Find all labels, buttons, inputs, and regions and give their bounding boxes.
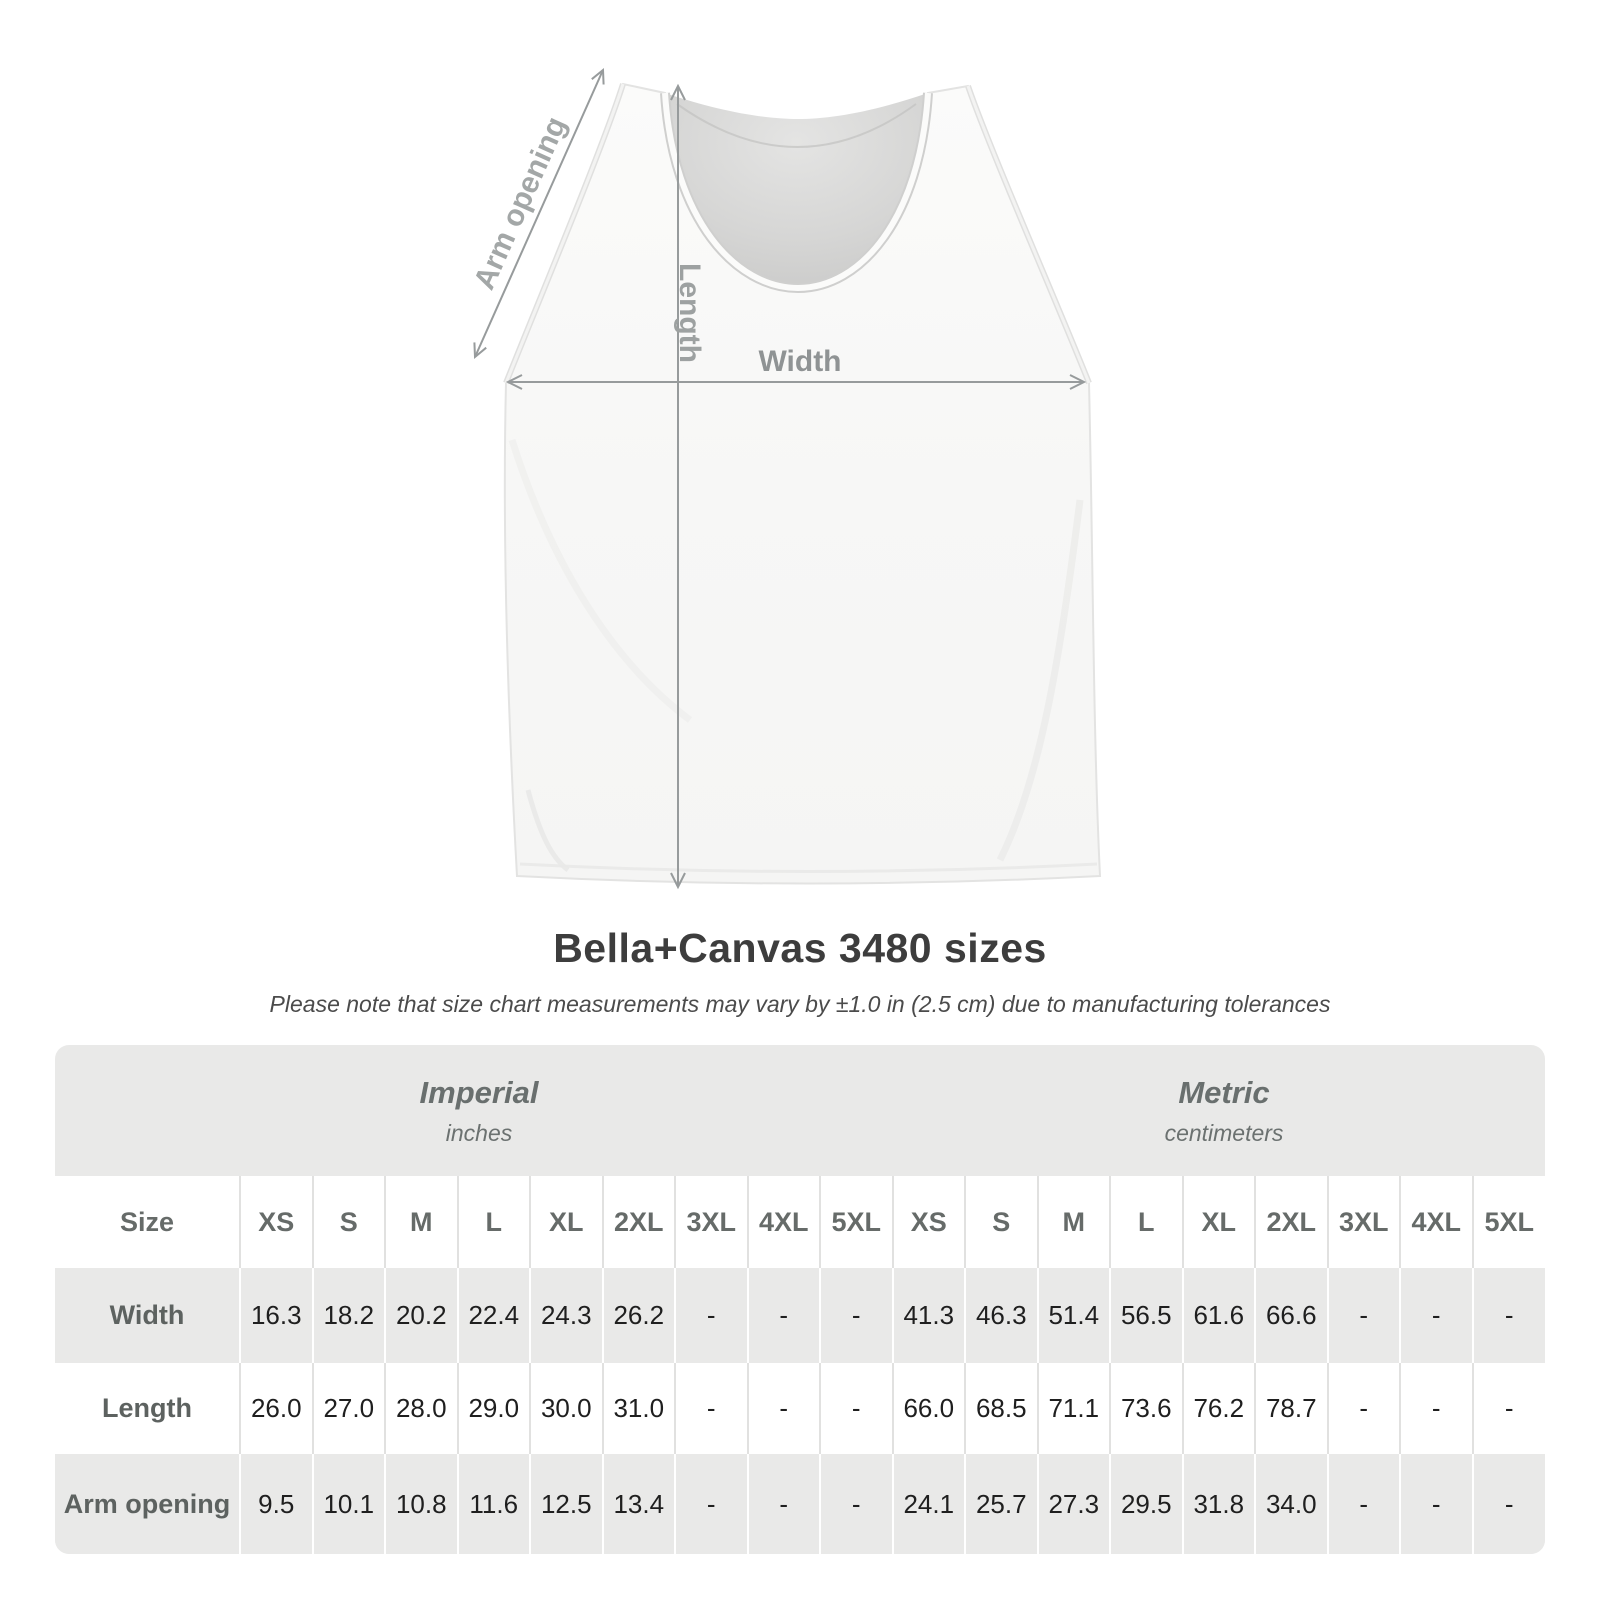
size-col-header-imperial-5xl: 5XL xyxy=(820,1176,893,1268)
size-value-cell: - xyxy=(675,1454,748,1554)
size-value-cell: 56.5 xyxy=(1110,1268,1183,1363)
size-col-header-imperial-3xl: 3XL xyxy=(675,1176,748,1268)
tanktop-diagram xyxy=(440,20,1140,910)
size-value-cell: 29.5 xyxy=(1110,1454,1183,1554)
size-value-cell: - xyxy=(1328,1363,1401,1454)
size-value-cell: 22.4 xyxy=(458,1268,531,1363)
size-value-cell: - xyxy=(1400,1268,1473,1363)
size-col-header-metric-xs: XS xyxy=(893,1176,966,1268)
size-value-cell: 41.3 xyxy=(893,1268,966,1363)
size-value-cell: 27.3 xyxy=(1038,1454,1111,1554)
size-value-cell: 13.4 xyxy=(603,1454,676,1554)
size-value-cell: 12.5 xyxy=(530,1454,603,1554)
size-value-cell: 24.3 xyxy=(530,1268,603,1363)
metric-section-header xyxy=(903,1045,1545,1176)
page-title: Bella+Canvas 3480 sizes xyxy=(553,925,1047,971)
size-value-cell: 10.1 xyxy=(313,1454,386,1554)
arm-opening-label: Arm opening xyxy=(467,111,574,295)
measurement-row xyxy=(55,1363,1545,1454)
size-col-header-imperial-l: L xyxy=(458,1176,531,1268)
size-value-cell: - xyxy=(748,1363,821,1454)
size-value-cell: 66.0 xyxy=(893,1363,966,1454)
size-value-cell: 27.0 xyxy=(313,1363,386,1454)
size-chart xyxy=(55,1045,1545,1554)
size-value-cell: 61.6 xyxy=(1183,1268,1256,1363)
size-column-title: Size xyxy=(119,1206,175,1237)
size-value-cell: 10.8 xyxy=(385,1454,458,1554)
size-value-cell: - xyxy=(820,1454,893,1554)
size-col-header-imperial-s: S xyxy=(313,1176,386,1268)
row-label: Arm opening xyxy=(63,1488,231,1519)
size-value-cell: 76.2 xyxy=(1183,1363,1256,1454)
size-value-cell: - xyxy=(1328,1268,1401,1363)
size-value-cell: 31.0 xyxy=(603,1363,676,1454)
size-value-cell: 18.2 xyxy=(313,1268,386,1363)
tolerance-note: Please note that size chart measurements may vary by ±1.0 in (2.5 cm) due to manufacturing tolerances xyxy=(269,991,1331,1017)
size-value-cell: - xyxy=(820,1268,893,1363)
size-value-cell: 29.0 xyxy=(458,1363,531,1454)
size-value-cell: 71.1 xyxy=(1038,1363,1111,1454)
size-col-header-metric-3xl: 3XL xyxy=(1328,1176,1401,1268)
imperial-unit: inches xyxy=(445,1119,513,1146)
size-value-cell: 26.0 xyxy=(240,1363,313,1454)
imperial-section-header xyxy=(55,1045,903,1176)
size-value-cell: 26.2 xyxy=(603,1268,676,1363)
metric-label: Metric xyxy=(1178,1074,1270,1110)
size-value-cell: 24.1 xyxy=(893,1454,966,1554)
size-value-cell: 9.5 xyxy=(240,1454,313,1554)
size-table xyxy=(55,1176,1545,1554)
size-value-cell: 78.7 xyxy=(1255,1363,1328,1454)
size-header-row xyxy=(55,1176,1545,1268)
size-col-header-metric-4xl: 4XL xyxy=(1400,1176,1473,1268)
length-label: Length xyxy=(673,263,706,363)
size-col-header-imperial-xl: XL xyxy=(530,1176,603,1268)
size-value-cell: 68.5 xyxy=(965,1363,1038,1454)
width-label: Width xyxy=(758,345,842,378)
size-value-cell: 31.8 xyxy=(1183,1454,1256,1554)
size-value-cell: - xyxy=(1473,1268,1546,1363)
size-col-header-metric-m: M xyxy=(1038,1176,1111,1268)
measurement-row xyxy=(55,1268,1545,1363)
size-value-cell: 51.4 xyxy=(1038,1268,1111,1363)
size-value-cell: - xyxy=(675,1268,748,1363)
size-value-cell: - xyxy=(1328,1454,1401,1554)
size-col-header-metric-xl: XL xyxy=(1183,1176,1256,1268)
row-label: Width xyxy=(109,1300,185,1330)
size-col-header-metric-5xl: 5XL xyxy=(1473,1176,1546,1268)
size-value-cell: 20.2 xyxy=(385,1268,458,1363)
size-value-cell: - xyxy=(748,1454,821,1554)
size-value-cell: 28.0 xyxy=(385,1363,458,1454)
size-col-header-imperial-m: M xyxy=(385,1176,458,1268)
size-value-cell: 66.6 xyxy=(1255,1268,1328,1363)
size-value-cell: - xyxy=(1400,1454,1473,1554)
size-table-body xyxy=(55,1268,1545,1554)
size-value-cell: 11.6 xyxy=(458,1454,531,1554)
size-value-cell: - xyxy=(1473,1454,1546,1554)
size-col-header-metric-s: S xyxy=(965,1176,1038,1268)
row-label: Length xyxy=(102,1393,192,1423)
size-col-header-imperial-4xl: 4XL xyxy=(748,1176,821,1268)
size-value-cell: 30.0 xyxy=(530,1363,603,1454)
size-value-cell: - xyxy=(820,1363,893,1454)
size-col-header-metric-l: L xyxy=(1110,1176,1183,1268)
metric-unit: centimeters xyxy=(1164,1119,1284,1146)
size-value-cell: 25.7 xyxy=(965,1454,1038,1554)
size-value-cell: - xyxy=(748,1268,821,1363)
imperial-label: Imperial xyxy=(419,1074,539,1110)
size-value-cell: - xyxy=(1473,1363,1546,1454)
size-value-cell: 34.0 xyxy=(1255,1454,1328,1554)
size-value-cell: - xyxy=(1400,1363,1473,1454)
units-band xyxy=(55,1045,1545,1176)
size-col-header-metric-2xl: 2XL xyxy=(1255,1176,1328,1268)
size-value-cell: 46.3 xyxy=(965,1268,1038,1363)
size-value-cell: 73.6 xyxy=(1110,1363,1183,1454)
size-value-cell: - xyxy=(675,1363,748,1454)
size-value-cell: 16.3 xyxy=(240,1268,313,1363)
size-col-header-imperial-xs: XS xyxy=(240,1176,313,1268)
measurement-row xyxy=(55,1454,1545,1554)
size-col-header-imperial-2xl: 2XL xyxy=(603,1176,676,1268)
